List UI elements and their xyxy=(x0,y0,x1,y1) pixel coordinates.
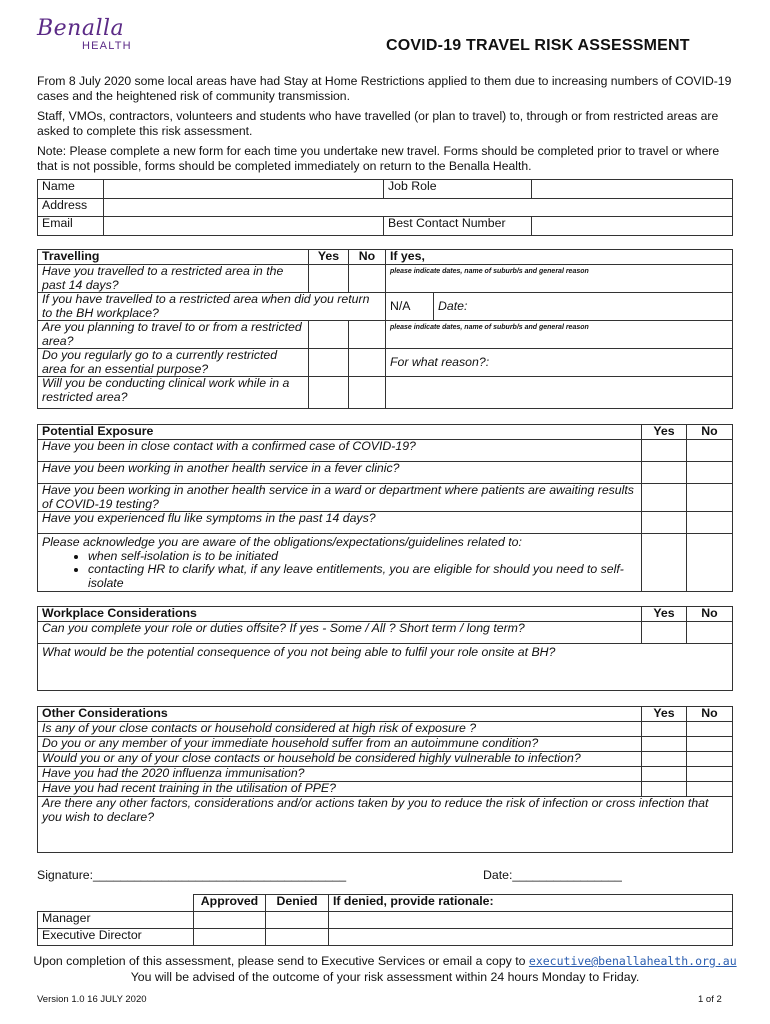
travel-q4-no[interactable] xyxy=(349,349,386,377)
exec-rationale[interactable] xyxy=(329,929,733,946)
other-question-3: Would you or any of your close contacts or household be considered highly vulnerable to infection? xyxy=(38,752,642,767)
best-contact-label: Best Contact Number xyxy=(384,217,532,236)
footer-outcome: You will be advised of the outcome of your risk assessment within 24 hours Monday to Friday. xyxy=(130,970,640,984)
version-label: Version 1.0 16 JULY 2020 xyxy=(37,994,147,1005)
other-q3-yes[interactable] xyxy=(642,752,687,767)
other-q3-no[interactable] xyxy=(687,752,733,767)
workplace-q1-no[interactable] xyxy=(687,622,733,644)
travel-question-4: Do you regularly go to a currently restricted area for an essential purpose? xyxy=(38,349,309,377)
other-q4-no[interactable] xyxy=(687,767,733,782)
approval-corner xyxy=(38,895,194,912)
address-field[interactable] xyxy=(104,199,733,217)
travel-q5-no[interactable] xyxy=(349,377,386,409)
ack-text: Please acknowledge you are aware of the obligations/expectations/guidelines related to: xyxy=(42,535,522,549)
exposure-question-1: Have you been in close contact with a confirmed case of COVID-19? xyxy=(38,440,642,462)
travel-date-field[interactable]: Date: xyxy=(434,293,733,321)
exposure-q4-no[interactable] xyxy=(687,512,733,534)
approval-table xyxy=(37,894,733,946)
date-line[interactable]: Date:________________ xyxy=(483,868,622,882)
exposure-ack-yes[interactable] xyxy=(642,534,687,592)
name-field[interactable] xyxy=(104,180,384,199)
manager-label: Manager xyxy=(38,912,194,929)
exposure-q2-no[interactable] xyxy=(687,462,733,484)
travel-q3-hint[interactable]: please indicate dates, name of suburb/s and general reason xyxy=(386,321,733,349)
footer-instruction-text: Upon completion of this assessment, please send to Executive Services or email a copy to xyxy=(33,954,526,968)
exposure-table xyxy=(37,424,733,592)
other-q1-yes[interactable] xyxy=(642,722,687,737)
travel-q1-no[interactable] xyxy=(349,265,386,293)
exposure-header: Potential Exposure xyxy=(38,425,642,440)
exposure-q4-yes[interactable] xyxy=(642,512,687,534)
other-q5-no[interactable] xyxy=(687,782,733,797)
travel-q4-yes[interactable] xyxy=(309,349,349,377)
page-title: COVID-19 TRAVEL RISK ASSESSMENT xyxy=(386,37,690,54)
executive-email-link[interactable]: executive@benallahealth.org.au xyxy=(528,954,737,968)
ack-item-1: • when self-isolation is to be initiated xyxy=(88,550,637,564)
other-question-5: Have you had recent training in the utilisation of PPE? xyxy=(38,782,642,797)
exposure-q2-yes[interactable] xyxy=(642,462,687,484)
travel-q1-hint[interactable]: please indicate dates, name of suburb/s and general reason xyxy=(386,265,733,293)
travel-q5-yes[interactable] xyxy=(309,377,349,409)
exec-approved[interactable] xyxy=(194,929,266,946)
travel-question-3: Are you planning to travel to or from a restricted area? xyxy=(38,321,309,349)
exposure-ack-no[interactable] xyxy=(687,534,733,592)
travelling-header: Travelling xyxy=(38,250,309,265)
address-label: Address xyxy=(38,199,104,217)
details-table xyxy=(37,179,733,236)
intro-paragraph-2: Staff, VMOs, contractors, volunteers and students who have travelled (or plan to travel) to, through or from restricted areas are asked to complete this risk assessment. xyxy=(37,109,719,138)
travel-q1-yes[interactable] xyxy=(309,265,349,293)
other-no-header: No xyxy=(687,707,733,722)
workplace-question-1: Can you complete your role or duties offsite? If yes - Some / All ? Short term / long term? xyxy=(38,622,642,644)
other-header: Other Considerations xyxy=(38,707,642,722)
denied-header: Denied xyxy=(266,895,329,912)
exposure-question-2: Have you been working in another health service in a fever clinic? xyxy=(38,462,642,484)
travel-question-5: Will you be conducting clinical work while in a restricted area? xyxy=(38,377,309,409)
other-question-6[interactable]: Are there any other factors, considerations and/or actions taken by you to reduce the risk of infection or cross infection that you wish to declare? xyxy=(38,797,733,853)
exposure-no-header: No xyxy=(687,425,733,440)
intro-paragraph-1: From 8 July 2020 some local areas have had Stay at Home Restrictions applied to them due to increasing numbers of COVID-19 cases and the heightened risk of community transmission. xyxy=(37,74,732,103)
workplace-no-header: No xyxy=(687,607,733,622)
email-field[interactable] xyxy=(104,217,384,236)
other-q2-no[interactable] xyxy=(687,737,733,752)
exec-director-label: Executive Director xyxy=(38,929,194,946)
other-question-1: Is any of your close contacts or household considered at high risk of exposure ? xyxy=(38,722,642,737)
travel-q5-notes[interactable] xyxy=(386,377,733,409)
logo-subtitle: HEALTH xyxy=(82,40,132,52)
yes-header: Yes xyxy=(309,250,349,265)
other-q1-no[interactable] xyxy=(687,722,733,737)
best-contact-field[interactable] xyxy=(532,217,733,236)
exposure-q1-no[interactable] xyxy=(687,440,733,462)
manager-rationale[interactable] xyxy=(329,912,733,929)
other-question-4: Have you had the 2020 influenza immunisation? xyxy=(38,767,642,782)
manager-approved[interactable] xyxy=(194,912,266,929)
workplace-question-2[interactable]: What would be the potential consequence of you not being able to fulfil your role onsite at BH? xyxy=(38,644,733,691)
footer-instruction xyxy=(0,954,770,968)
other-table xyxy=(37,706,733,853)
exposure-q3-yes[interactable] xyxy=(642,484,687,512)
workplace-table xyxy=(37,606,733,691)
approved-header: Approved xyxy=(194,895,266,912)
workplace-q1-yes[interactable] xyxy=(642,622,687,644)
travel-q3-yes[interactable] xyxy=(309,321,349,349)
ack-item-2: • contacting HR to clarify what, if any leave entitlements, you are eligible for should you need to self-isolate xyxy=(88,563,637,590)
signature-line[interactable]: Signature:_____________________________________ xyxy=(37,868,347,882)
other-q4-yes[interactable] xyxy=(642,767,687,782)
exposure-question-3: Have you been working in another health service in a ward or department where patients are awaiting results of COVID-19 testing? xyxy=(38,484,642,512)
exposure-yes-header: Yes xyxy=(642,425,687,440)
manager-denied[interactable] xyxy=(266,912,329,929)
no-header: No xyxy=(349,250,386,265)
other-question-2: Do you or any member of your immediate household suffer from an autoimmune condition? xyxy=(38,737,642,752)
travel-question-1: Have you travelled to a restricted area in the past 14 days? xyxy=(38,265,309,293)
name-label: Name xyxy=(38,180,104,199)
job-role-field[interactable] xyxy=(532,180,733,199)
rationale-header: If denied, provide rationale: xyxy=(329,895,733,912)
email-label: Email xyxy=(38,217,104,236)
travelling-table xyxy=(37,249,733,409)
exposure-q1-yes[interactable] xyxy=(642,440,687,462)
if-yes-header: If yes, xyxy=(386,250,733,265)
exposure-q3-no[interactable] xyxy=(687,484,733,512)
travel-reason-field[interactable]: For what reason?: xyxy=(386,349,733,377)
travel-na-label: N/A xyxy=(386,293,434,321)
other-yes-header: Yes xyxy=(642,707,687,722)
job-role-label: Job Role xyxy=(384,180,532,199)
exposure-question-4: Have you experienced flu like symptoms in the past 14 days? xyxy=(38,512,642,534)
intro-paragraph-3: Note: Please complete a new form for each time you undertake new travel. Forms should be completed prior to travel or where that is not possible, forms should be completed immediately on return to the Benalla Health. xyxy=(37,144,720,173)
travel-q3-no[interactable] xyxy=(349,321,386,349)
workplace-yes-header: Yes xyxy=(642,607,687,622)
page-number: 1 of 2 xyxy=(698,994,722,1005)
logo-wordmark: Benalla xyxy=(37,16,125,41)
other-q5-yes[interactable] xyxy=(642,782,687,797)
other-q2-yes[interactable] xyxy=(642,737,687,752)
exec-denied[interactable] xyxy=(266,929,329,946)
exposure-acknowledgement xyxy=(38,534,642,592)
ack-list xyxy=(42,550,637,591)
travel-question-2: If you have travelled to a restricted area when did you return to the BH workplace? xyxy=(38,293,386,321)
workplace-header: Workplace Considerations xyxy=(38,607,642,622)
